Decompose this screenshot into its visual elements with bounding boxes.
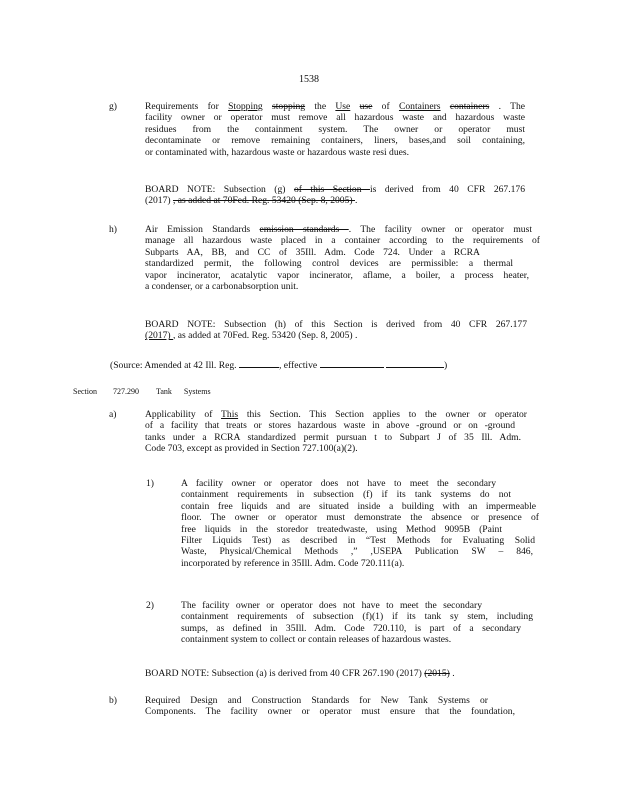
item-2-label: 2) xyxy=(146,600,154,611)
item-2-text xyxy=(181,600,533,646)
section-title: Tank Systems xyxy=(156,387,211,396)
inserted-text: Use xyxy=(335,101,351,112)
text-line: (2017) , as added at 70Fed. Reg. 53420 (Sep. 8, 2005) . xyxy=(145,195,358,207)
text-line: Air Emission Standards emission standards . The facility owner or operator must xyxy=(145,224,532,235)
item-1-label: 1) xyxy=(146,478,154,489)
subsection-h-board-note xyxy=(145,319,527,342)
subsection-g-label: g) xyxy=(109,101,117,112)
text-line: Waste, Physical/Chemical Methods ,” ,USEPA Publication SW – 846, xyxy=(181,546,533,558)
text-line: standardized permit, the following control devices are permissible: a thermal xyxy=(145,258,513,270)
subsection-b-label: b) xyxy=(109,695,117,706)
text-line: or contaminated with, hazardous waste or hazardous waste resi dues. xyxy=(145,146,410,158)
deleted-text: containers xyxy=(449,101,490,112)
deleted-text: , as added at 70Fed. Reg. 53420 (Sep. 8, 2005) xyxy=(172,195,355,207)
deleted-text: (2015) xyxy=(424,668,450,679)
deleted-text: emission standards xyxy=(259,224,349,235)
text-line: residues from the containment system. The owner or operator must xyxy=(145,123,525,135)
subsection-g-board-note xyxy=(145,184,525,207)
text-line: vapor incinerator, acatalytic vapor incinerator, aflame, a boiler, a process heater, xyxy=(145,269,529,281)
inserted-text: (2017) xyxy=(145,330,173,342)
source-note: (Source: Amended at 42 Ill. Reg. , effective ) xyxy=(110,360,448,371)
text-line: Requirements for Stopping stopping the Use use of Containers containers . The xyxy=(145,101,525,112)
text-line: Applicability of This this Section. This Section applies to the owner or operator xyxy=(145,409,527,420)
text-line: tanks under a RCRA standardized permit pursuan t to Subpart J of 35 Ill. Adm. xyxy=(145,431,521,443)
text-line: The facility owner or operator does not have to meet the secondary xyxy=(181,600,482,611)
blank-line xyxy=(239,358,279,368)
subsection-a-text xyxy=(145,409,527,455)
text-line: containment system to collect or contain releases of hazardous wastes. xyxy=(181,634,452,646)
text-line: containment requirements of subsection (f)(1) if its tank sy stem, including xyxy=(181,611,533,623)
deleted-text: stopping xyxy=(272,101,306,112)
subsection-h-label: h) xyxy=(109,224,117,235)
deleted-text: of this Section xyxy=(293,184,370,195)
section-number: 727.290 xyxy=(113,387,139,396)
text-line: incorporated by reference in 35Ill. Adm. Code 720.111(a). xyxy=(181,557,405,569)
subsection-g-text xyxy=(145,101,525,158)
section-label: Section xyxy=(73,387,97,396)
text-line: Code 703, except as provided in Section 727.100(a)(2). xyxy=(145,443,358,455)
text-line: contain free liquids and are situated inside a building with an impermeable xyxy=(181,500,536,512)
item-1-text xyxy=(181,478,539,569)
text-line: BOARD NOTE: Subsection (h) of this Section is derived from 40 CFR 267.177 xyxy=(145,319,527,330)
text-line: of a facility that treats or stores hazardous waste in above -ground or on -ground xyxy=(145,420,515,432)
text-line: floor. The owner or operator must demonstrate the absence or presence of xyxy=(181,512,539,524)
text-line: Required Design and Construction Standards for New Tank Systems or xyxy=(145,695,488,706)
text-line: containment requirements in subsection (f) if its tank systems do not xyxy=(181,489,511,501)
subsection-b-text xyxy=(145,695,515,718)
blank-line xyxy=(386,358,444,368)
text-line: facility owner or operator must remove all hazardous waste and hazardous waste xyxy=(145,112,525,124)
text-line: Components. The facility owner or operator must ensure that the foundation, xyxy=(145,706,515,718)
inserted-text: Containers xyxy=(398,101,441,112)
text-line: (2017) , as added at 70Fed. Reg. 53420 (Sep. 8, 2005) . xyxy=(145,330,358,342)
inserted-text: This xyxy=(221,409,239,420)
text-line: sumps, as defined in 35Ill. Adm. Code 720.110, is part of a secondary xyxy=(181,622,521,634)
page-number: 1538 xyxy=(299,74,319,85)
text-line: BOARD NOTE: Subsection (g) of this Section is derived from 40 CFR 267.176 xyxy=(145,184,526,195)
text-line: manage all hazardous waste placed in a container according to the requirements of xyxy=(145,235,540,247)
text-line: BOARD NOTE: Subsection (a) is derived from 40 CFR 267.190 (2017) (2015) . xyxy=(145,668,455,679)
text-line: Subparts AA, BB, and CC of 35Ill. Adm. Code 724. Under a RCRA xyxy=(145,246,480,258)
blank-line xyxy=(320,358,384,368)
inserted-text: Stopping xyxy=(228,101,263,112)
deleted-text: use xyxy=(359,101,373,112)
subsection-a-label: a) xyxy=(109,409,117,420)
subsection-h-text xyxy=(145,224,540,292)
subsection-a-board-note xyxy=(145,668,535,679)
text-line: A facility owner or operator does not have to meet the secondary xyxy=(181,478,496,489)
text-line: free liquids in the storedor treatedwaste, using Method 9095B (Paint xyxy=(181,523,502,535)
text-line: decontaminate or remove remaining containers, liners, bases,and soil containing, xyxy=(145,135,525,147)
text-line: a condenser, or a carbonabsorption unit. xyxy=(145,281,299,293)
text-line: Filter Liquids Test) as described in “Test Methods for Evaluating Solid xyxy=(181,535,535,547)
